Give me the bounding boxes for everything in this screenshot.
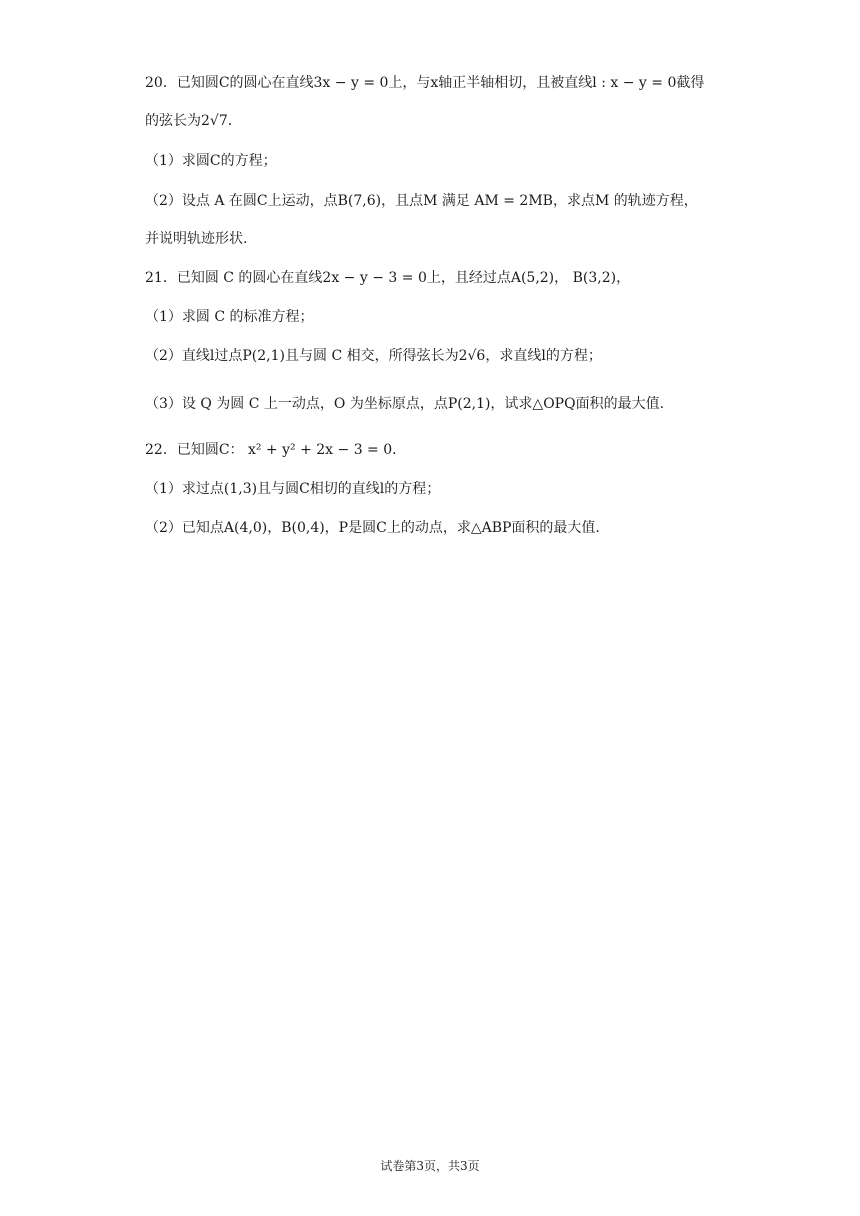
problem-21-part-1: （1）求圆 C 的标准方程； xyxy=(145,309,314,325)
problem-22-stem: 22．已知圆C： x² + y² + 2x − 3 = 0． xyxy=(145,442,407,458)
problem-20-part-2: （2）设点 A 在圆C上运动，点B(7,6)，且点M 满足 AM = 2MB，求点M 的轨迹方程， xyxy=(145,193,698,209)
page-footer: 试卷第3页，共3页 xyxy=(380,1159,480,1173)
problem-21-stem: 21．已知圆 C 的圆心在直线2x − y − 3 = 0上，且经过点A(5,2)， B(3,2)， xyxy=(145,270,631,286)
problem-20-stem-line-1: 20．已知圆C的圆心在直线3x − y = 0上，与x轴正半轴相切，且被直线l : x − y = 0截得 xyxy=(145,75,705,91)
problem-21-part-2: （2）直线l过点P(2,1)且与圆 C 相交，所得弦长为2√6，求直线l的方程； xyxy=(145,348,602,364)
problem-22-part-2: （2）已知点A(4,0)，B(0,4)，P是圆C上的动点，求△ABP面积的最大值. xyxy=(145,520,600,536)
problem-20-stem-line-2: 的弦长为2√7． xyxy=(145,113,242,129)
problem-21-part-3: （3）设 Q 为圆 C 上一动点，O 为坐标原点，点P(2,1)，试求△OPQ面积的最大值. xyxy=(145,396,665,412)
problem-22-part-1: （1）求过点(1,3)且与圆C相切的直线l的方程； xyxy=(145,481,441,497)
problem-20-part-2-cont: 并说明轨迹形状. xyxy=(145,231,248,247)
problem-20-part-1: （1）求圆C的方程； xyxy=(145,153,277,169)
